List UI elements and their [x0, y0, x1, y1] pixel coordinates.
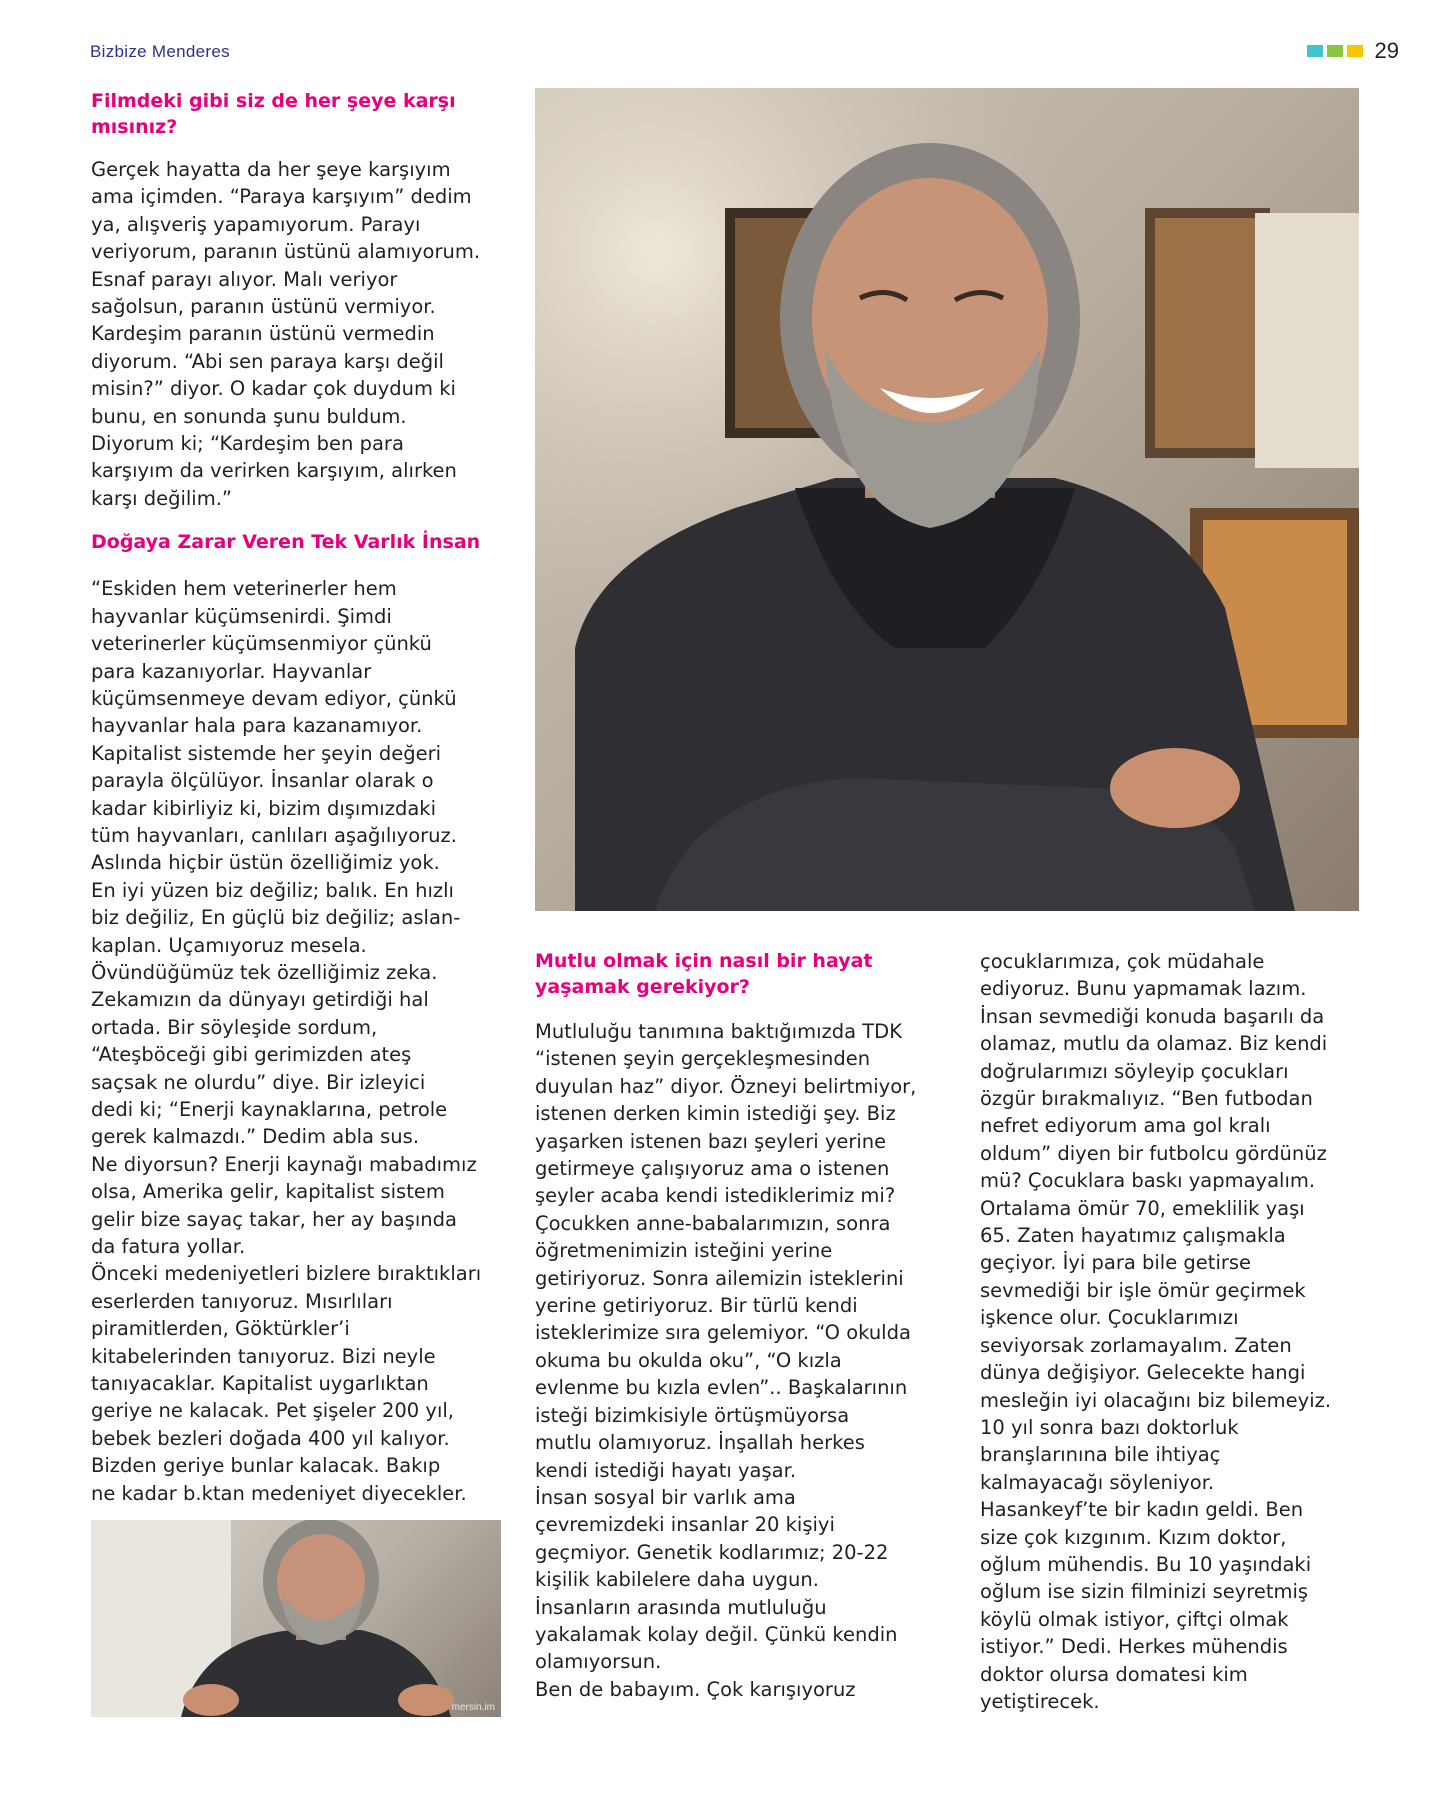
heading-mutlu: Mutlu olmak için nasıl bir hayat yaşamak gerekiyor? — [535, 950, 873, 998]
paragraph-cocuklar: çocuklarımıza, çok müdahale ediyoruz. Bunu yapmamak lazım. İnsan sevmediği konuda başarılı da olamaz, mutlu da olamaz. Biz kendi doğrularımızı söyleyip çocukları özgür bırakmalıyız. “Ben futbodan nefret ediyorum ama gol kralı oldum” diyen bir futbolcu gördünüz mü? Çocuklara baskı yapmayalım. Ortalama ömür 70, emeklilik yaşı 65. Zaten hayatımız çalışmakla geçiyor. İyi para bile getirse sevmediği bir işle ömür geçirmek işkence olur. Çocuklarımızı seviyorsak zorlamayalım. Zaten dünya değişiyor. Gelecekte hangi mesleğin iyi olacağını biz bilemeyiz. 10 yıl sonra bazı doktorluk branşlarınına bile ihtiyaç kalmayacağı söyleniyor. Hasankeyf’te bir kadın geldi. Ben size çok kızgınım. Kızım doktor, oğlum mühendis. Bu 10 yaşındaki oğlum ise sizin filminizi seyretmiş köylü olmak istiyor, çiftçi olmak istiyor.” Dedi. Herkes mühendis doktor olursa domatesi kim yetiştirecek. — [980, 950, 1332, 1713]
page-number: 29 — [1374, 38, 1399, 63]
paragraph-doga: “Eskiden hem veterinerler hem hayvanlar küçümsenirdi. Şimdi veterinerler küçümsenmiyor çünkü para kazanıyorlar. Hayvanlar küçümsenmeye devam ediyor, çünkü hayvanlar hala para kazanamıyor. Kapitalist sistemde her şeyin değeri parayla ölçülüyor. İnsanlar olarak o kadar kibirliyiz ki, bizim dışımızdaki tüm hayvanları, canlıları aşağılıyoruz. Aslında hiçbir üstün özelliğimiz yok. En iyi yüzen biz değiliz; balık. En hızlı biz değiliz, En güçlü biz değiliz; aslan- kaplan. Uçamıyoruz mesela. Övündüğümüz tek özelliğimiz zeka. Zekamızın da dünyayı getirdiği hal ortada. Bir söyleşide sordum, “Ateşböceği gibi gerimizden ateş saçsak ne olurdu” diye. Bir izleyici dedi ki; “Enerji kaynaklarına, petrole gerek kalmazdı.” Dedim abla sus. Ne diyorsun? Enerji kaynağı mabadımız olsa, Amerika gelir, kapitalist sistem gelir bize sayaç takar, her ay başında da fatura yollar. Önceki medeniyetleri bizlere bıraktıkları eserlerden tanıyoruz. Mısırlıları piramitlerden, Göktürkler’i kitabelerinden tanıyoruz. Bizi neyle tanıyacaklar. Kapitalist uygarlıktan geriye ne kalacak. Pet şişeler 200 yıl, bebek bezleri doğada 400 yıl kalıyor. Bizden geriye bunlar kalacak. Bakıp ne kadar b.ktan medeniyet diyecekler. — [91, 577, 482, 1505]
right-column — [980, 948, 1380, 1715]
color-block-yellow — [1347, 45, 1363, 57]
photo-credit: mersin.im — [451, 1702, 495, 1713]
portrait-photo-icon — [535, 88, 1359, 911]
paragraph-mutlu: Mutluluğu tanımına baktığımızda TDK “istenen şeyin gerçekleşmesinden duyulan haz” diyor. Özneyi belirtmiyor, istenen derken kimin istediği şey. Biz yaşarken istenen bazı şeyleri yerine getirmeye çalışıyoruz ama o istenen şeyler acaba kendi istediklerimiz mi? Çocukken anne-babalarımızın, sonra öğretmenimizin isteğini yerine getiriyoruz. Sonra ailemizin isteklerini yerine getiriyoruz. Bir türlü kendi isteklerimize sıra gelemiyor. “O okulda okuma bu okulda oku”, “O kızla evlenme bu kızla evlen”.. Başkalarının isteği bizimkisiyle örtüşmüyorsa mutlu olamıyoruz. İnşallah herkes kendi istediği hayatı yaşar. İnsan sosyal bir varlık ama çevremizdeki insanlar 20 kişiyi geçmiyor. Genetik kodlarımız; 20-22 kişilik kabilelere daha uygun. İnsanların arasında mutluluğu yakalamak kolay değil. Çünkü kendin olamıyorsun. Ben de babayım. Çok karışıyoruz — [535, 1020, 917, 1701]
heading-doga: Doğaya Zarar Veren Tek Varlık İnsan — [91, 531, 481, 554]
page-indicator — [1307, 38, 1399, 64]
magazine-name: Bizbize Menderes — [90, 42, 230, 61]
paragraph-filmdeki: Gerçek hayatta da her şeye karşıyım ama içimden. “Paraya karşıyım” dedim ya, alışveriş yapamıyorum. Parayı veriyorum, paranın üstünü alamıyorum. Esnaf parayı alıyor. Malı veriyor sağolsun, paranın üstünü vermiyor. Kardeşim paranın üstünü vermedin diyorum. “Abi sen paraya karşı değil misin?” diyor. O kadar çok duydum ki bunu, en sonunda şunu buldum. Diyorum ki; “Kardeşim ben para karşıyım da verirken karşıyım, alırken karşı değilim.” — [91, 158, 481, 510]
color-block-green — [1327, 45, 1343, 57]
left-column — [91, 88, 521, 1507]
color-block-cyan — [1307, 45, 1323, 57]
photo-bearded-man-icon — [91, 1520, 501, 1717]
main-photo — [535, 88, 1359, 911]
small-photo — [91, 1520, 501, 1717]
middle-column — [535, 948, 955, 1703]
heading-filmdeki: Filmdeki gibi siz de her şeye karşı mısınız? — [91, 90, 456, 138]
